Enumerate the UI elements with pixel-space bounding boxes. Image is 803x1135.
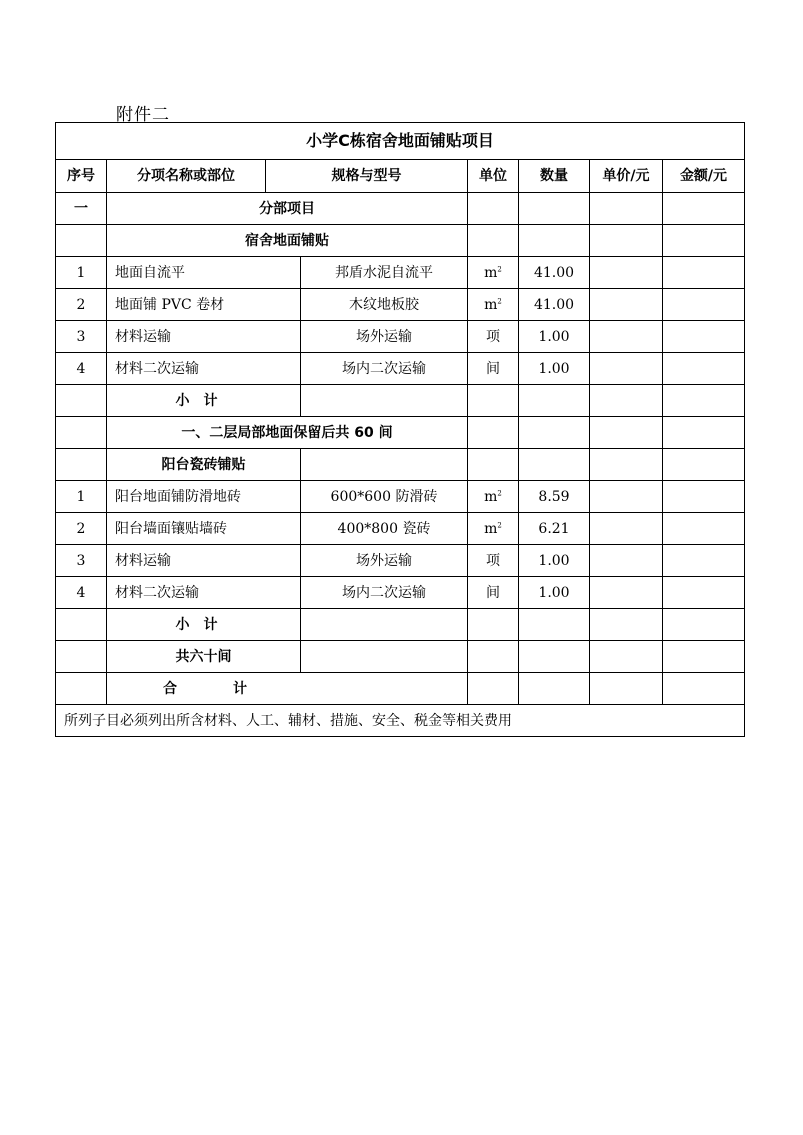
row-no: 1 — [56, 481, 107, 513]
row-price — [590, 545, 663, 577]
subtotal-row — [56, 385, 745, 417]
row-amount — [663, 257, 745, 289]
row-amount — [663, 577, 745, 609]
row-unit: 间 — [468, 353, 519, 385]
total-row — [56, 673, 745, 705]
header-qty: 数量 — [519, 160, 590, 193]
row-unit: $m^2$ — [468, 513, 519, 545]
row-no: 2 — [56, 513, 107, 545]
attachment-label: 附件二 — [116, 105, 170, 125]
row-amount — [663, 321, 745, 353]
subtotal-label: 小计 — [107, 385, 301, 417]
row-unit: $m^2$ — [468, 481, 519, 513]
row-name: 材料二次运输 — [107, 353, 301, 385]
group-heading-row — [56, 417, 745, 449]
row-spec: 600*600 防滑砖 — [301, 481, 468, 513]
row-no: 4 — [56, 577, 107, 609]
row-spec: 400*800 瓷砖 — [301, 513, 468, 545]
row-spec: 木纹地板胶 — [301, 289, 468, 321]
row-unit: 项 — [468, 321, 519, 353]
row-amount — [663, 353, 745, 385]
row-amount — [663, 289, 745, 321]
row-price — [590, 321, 663, 353]
section-title: 分部项目 — [107, 193, 468, 225]
subtotal-label: 小计 — [107, 609, 301, 641]
row-unit: $m^2$ — [468, 257, 519, 289]
group2-title: 阳台瓷砖铺贴 — [107, 449, 301, 481]
row-spec: 场内二次运输 — [301, 353, 468, 385]
table-row — [56, 353, 745, 385]
row-no: 2 — [56, 289, 107, 321]
row-unit: $m^2$ — [468, 289, 519, 321]
row-qty: 8.59 — [519, 481, 590, 513]
row-unit: 间 — [468, 577, 519, 609]
header-spec: 规格与型号 — [266, 160, 468, 193]
header-row — [56, 160, 745, 193]
row-qty: 1.00 — [519, 353, 590, 385]
row-name: 地面自流平 — [107, 257, 301, 289]
subtotal-row — [56, 609, 745, 641]
footnote-row — [56, 705, 745, 737]
group1-title: 宿舍地面铺贴 — [107, 225, 468, 257]
table-row — [56, 257, 745, 289]
total-label: 合计 — [107, 673, 468, 705]
row-price — [590, 289, 663, 321]
row-name: 材料运输 — [107, 321, 301, 353]
group2-heading: 一、二层局部地面保留后共 60 间 — [107, 417, 468, 449]
table-row — [56, 321, 745, 353]
table-row — [56, 481, 745, 513]
table-row — [56, 289, 745, 321]
row-name: 阳台墙面镶贴墙砖 — [107, 513, 301, 545]
row-spec: 场外运输 — [301, 545, 468, 577]
header-no: 序号 — [56, 160, 107, 193]
header-unit: 单位 — [468, 160, 519, 193]
header-price: 单价/元 — [590, 160, 663, 193]
row-amount — [663, 481, 745, 513]
group-title-row — [56, 225, 745, 257]
sixty-rooms-label: 共六十间 — [107, 641, 301, 673]
row-no: 3 — [56, 321, 107, 353]
row-spec: 场外运输 — [301, 321, 468, 353]
section-no: 一 — [56, 193, 107, 225]
table-row — [56, 545, 745, 577]
row-qty: 1.00 — [519, 545, 590, 577]
header-amount: 金额/元 — [663, 160, 745, 193]
row-qty: 41.00 — [519, 289, 590, 321]
section-row — [56, 193, 745, 225]
row-name: 阳台地面铺防滑地砖 — [107, 481, 301, 513]
row-price — [590, 257, 663, 289]
row-spec: 场内二次运输 — [301, 577, 468, 609]
table-title: 小学C栋宿舍地面铺贴项目 — [56, 123, 745, 160]
row-qty: 41.00 — [519, 257, 590, 289]
row-no: 4 — [56, 353, 107, 385]
row-qty: 1.00 — [519, 577, 590, 609]
row-name: 材料运输 — [107, 545, 301, 577]
row-name: 地面铺 PVC 卷材 — [107, 289, 301, 321]
row-price — [590, 513, 663, 545]
row-spec: 邦盾水泥自流平 — [301, 257, 468, 289]
row-price — [590, 353, 663, 385]
table-row — [56, 513, 745, 545]
row-qty: 1.00 — [519, 321, 590, 353]
row-unit: 项 — [468, 545, 519, 577]
row-price — [590, 481, 663, 513]
row-no: 1 — [56, 257, 107, 289]
row-no: 3 — [56, 545, 107, 577]
row-name: 材料二次运输 — [107, 577, 301, 609]
group-title-row — [56, 449, 745, 481]
quotation-table — [55, 122, 745, 737]
footnote: 所列子目必须列出所含材料、人工、辅材、措施、安全、税金等相关费用 — [56, 705, 745, 737]
row-qty: 6.21 — [519, 513, 590, 545]
row-amount — [663, 513, 745, 545]
header-name: 分项名称或部位 — [107, 160, 266, 193]
table-row — [56, 577, 745, 609]
row-amount — [663, 545, 745, 577]
row-price — [590, 577, 663, 609]
sixty-rooms-row — [56, 641, 745, 673]
